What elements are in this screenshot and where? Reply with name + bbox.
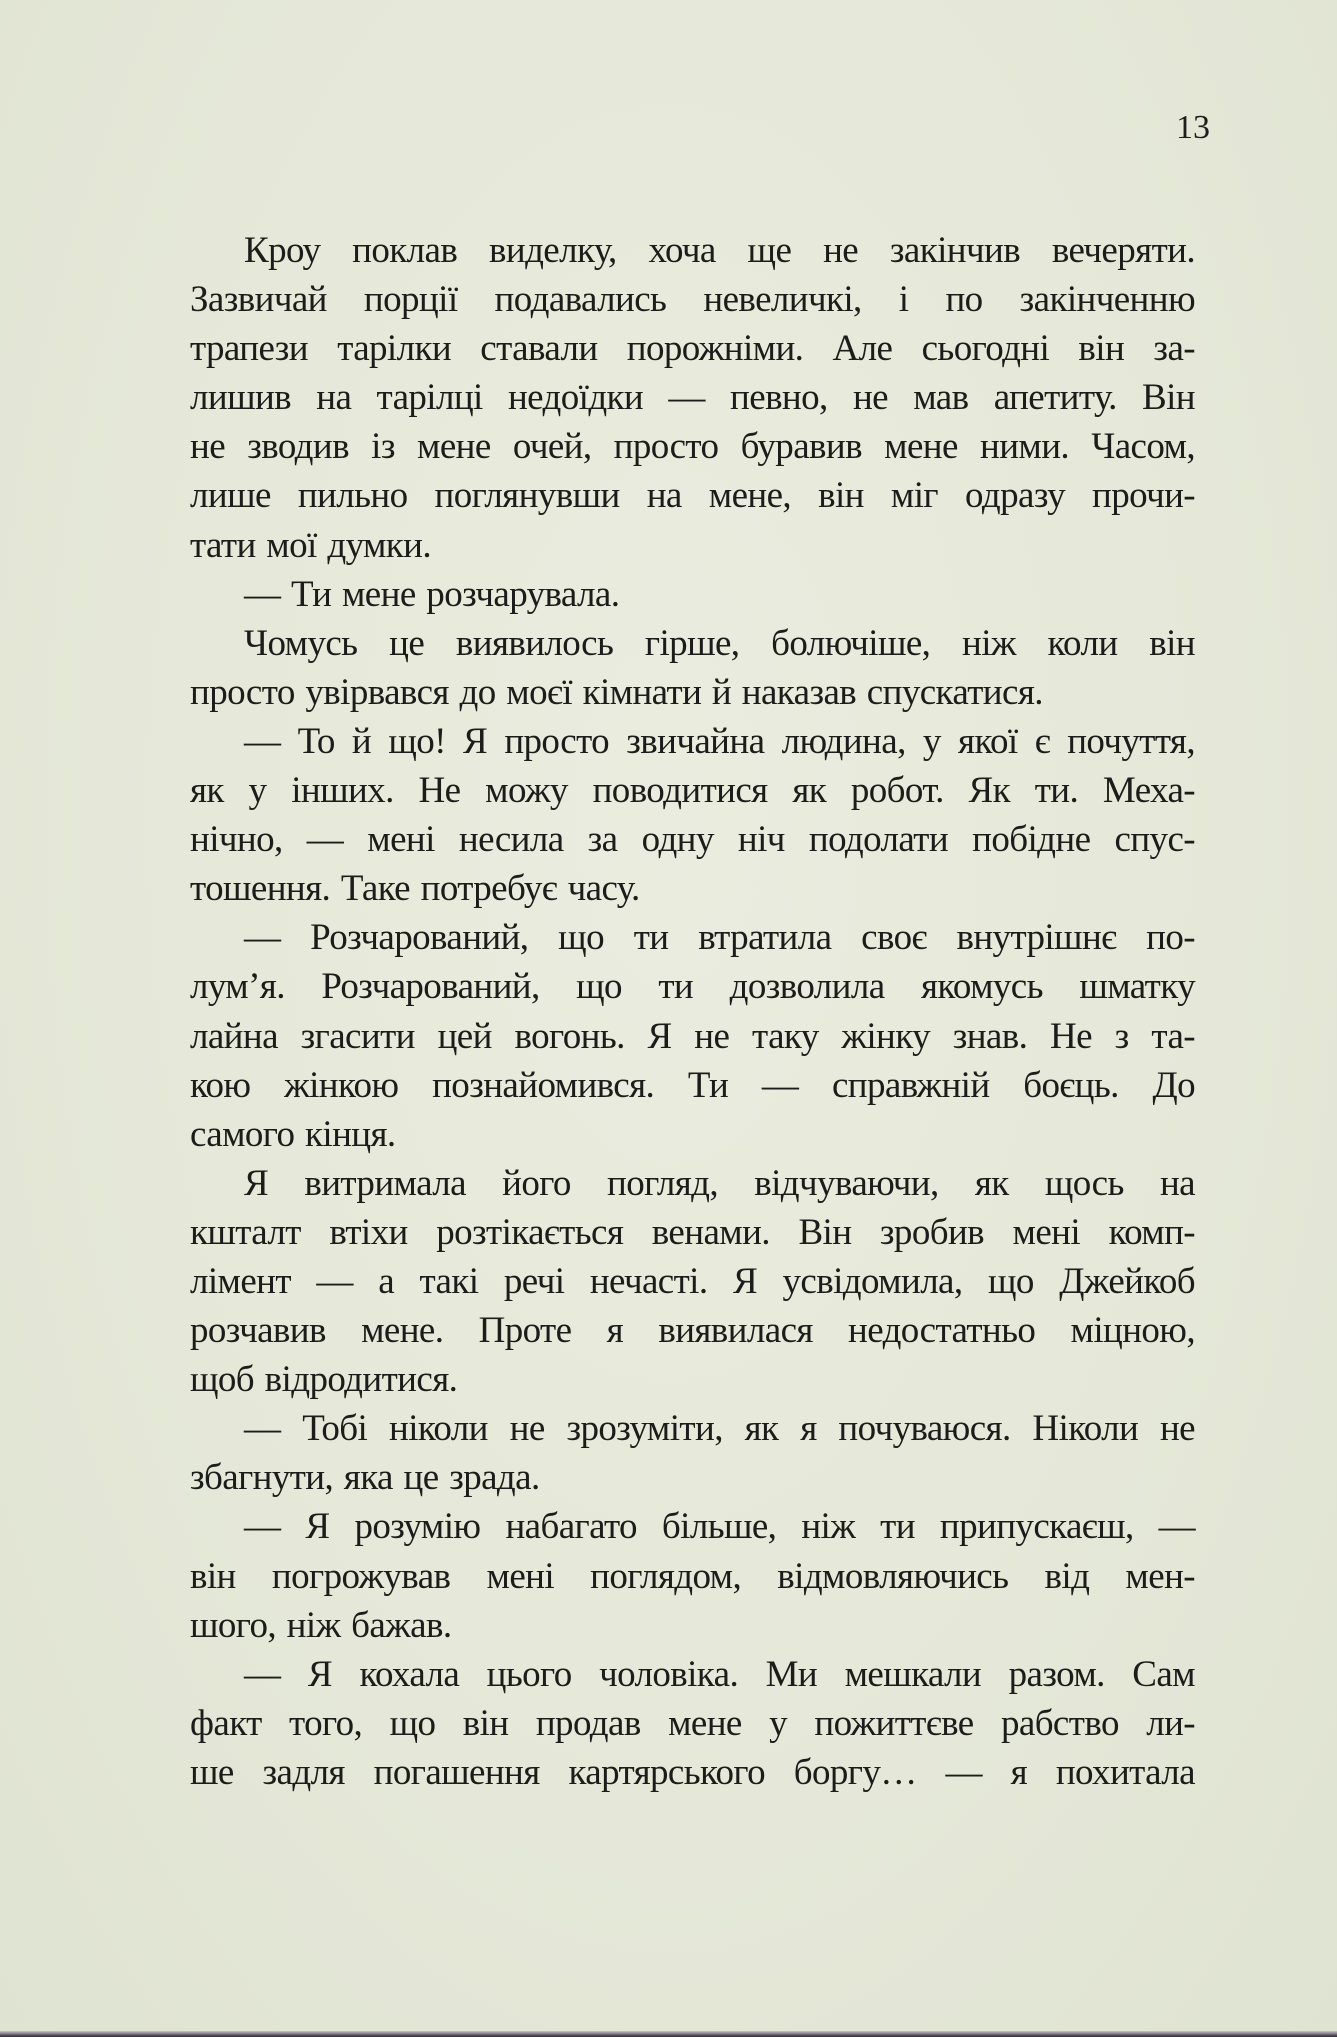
- text-line: факт того, що він продав мене у пожиттєве рабство ли-: [190, 1702, 1195, 1744]
- text-line: як у інших. Не можу поводитися як робот. Як ти. Меха-: [190, 770, 1195, 812]
- text-line: лум’я. Розчарований, що ти дозволила якомусь шматку: [190, 966, 1195, 1008]
- text-line: лімент — а такі речі нечасті. Я усвідомила, що Джейкоб: [190, 1260, 1195, 1302]
- text-line: розчавив мене. Проте я виявилася недостатньо міцною,: [190, 1310, 1195, 1352]
- text-line: кшталт втіхи розтікається венами. Він зробив мені комп-: [190, 1211, 1195, 1253]
- text-line: збагнути, яка це зрада.: [190, 1457, 540, 1499]
- text-line: — Я розумію набагато більше, ніж ти припускаєш, —: [244, 1506, 1195, 1548]
- text-line: — Я кохала цього чоловіка. Ми мешкали разом. Сам: [244, 1653, 1195, 1695]
- text-line: — То й що! Я просто звичайна людина, у якої є почуття,: [244, 720, 1195, 762]
- text-line: нічно, — мені несила за одну ніч подолати побідне спус-: [190, 819, 1195, 861]
- text-line: Чомусь це виявилось гірше, болючіше, ніж коли він: [244, 622, 1195, 664]
- page-number: 13: [1176, 109, 1210, 146]
- text-line: — Розчарований, що ти втратила своє внутрішнє по-: [244, 917, 1195, 959]
- text-line: щоб відродитися.: [190, 1359, 458, 1401]
- text-line: — Ти мене розчарувала.: [244, 573, 620, 615]
- page-bottom-edge: [0, 2031, 1337, 2037]
- text-line: ше задля погашення картярського боргу… — я похитала: [190, 1751, 1195, 1793]
- text-line: кою жінкою познайомився. Ти — справжній боєць. До: [190, 1064, 1195, 1106]
- text-line: він погрожував мені поглядом, відмовляючись від мен-: [190, 1555, 1195, 1597]
- text-line: тошення. Таке потребує часу.: [190, 868, 640, 910]
- text-line: лайна згасити цей вогонь. Я не таку жінку знав. Не з та-: [190, 1015, 1195, 1057]
- text-line: Зазвичай порції подавались невеличкі, і по закінченню: [190, 279, 1195, 321]
- text-line: просто увірвався до моєї кімнати й наказав спускатися.: [190, 671, 1043, 713]
- text-line: не зводив із мене очей, просто буравив мене ними. Часом,: [190, 426, 1195, 468]
- text-line: лишив на тарілці недоїдки — певно, не мав апетиту. Він: [190, 377, 1195, 419]
- text-line: — Тобі ніколи не зрозуміти, як я почуваюся. Ніколи не: [244, 1408, 1195, 1450]
- text-line: лише пильно поглянувши на мене, він міг одразу прочи-: [190, 475, 1195, 517]
- text-line: тати мої думки.: [190, 524, 432, 566]
- body-text: [190, 226, 1195, 1797]
- text-line: шого, ніж бажав.: [190, 1604, 452, 1646]
- text-line: Кроу поклав виделку, хоча ще не закінчив вечеряти.: [244, 230, 1195, 271]
- text-line: самого кінця.: [190, 1113, 396, 1155]
- text-line: Я витримала його погляд, відчуваючи, як щось на: [244, 1162, 1195, 1204]
- text-line: трапези тарілки ставали порожніми. Але сьогодні він за-: [190, 328, 1195, 370]
